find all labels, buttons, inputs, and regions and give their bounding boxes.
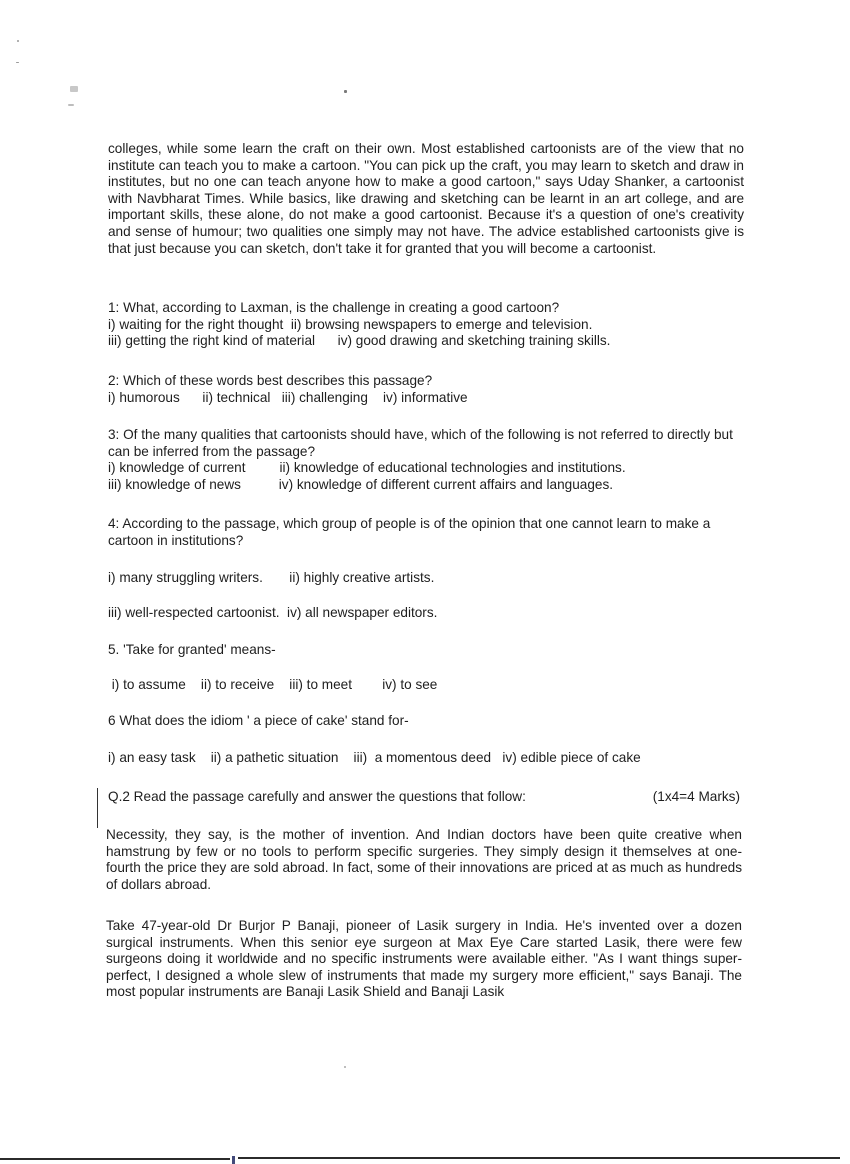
question-3-options-line-2: iii) knowledge of news iv) knowledge of different current affairs and languages. [108,476,614,492]
question-1 [108,300,744,350]
question-6-options-line: i) an easy task ii) a pathetic situation iii) a momentous deed iv) edible piece of cake [108,750,641,765]
question-4-options-line-2: iii) well-respected cartoonist. iv) all newspaper editors. [108,605,438,620]
question-5 [108,642,744,659]
section-2-title: Q.2 Read the passage carefully and answer the questions that follow: [108,789,526,804]
question-5-options-line: i) to assume ii) to receive iii) to meet iv) to see [108,677,438,692]
margin-bar [97,788,98,828]
scan-speck [344,90,347,93]
question-2-options: i) humorous ii) technical iii) challenging iv) informative [108,389,468,405]
scan-speck [70,86,78,92]
question-4-text: 4: According to the passage, which group of people is of the opinion that one cannot learn to make a cartoon in institutions? [108,516,711,548]
question-6-options [108,750,744,767]
question-1-text: 1: What, according to Laxman, is the challenge in creating a good cartoon? [108,300,560,315]
bottom-tick [232,1156,235,1164]
section-2-marks: (1x4=4 Marks) [652,789,740,804]
scan-speck [16,62,19,63]
scan-speck [344,1066,346,1068]
question-3 [108,427,744,493]
question-4-options-line-1: i) many struggling writers. ii) highly creative artists. [108,570,435,585]
passage-1 [108,141,744,257]
passage-2-paragraph-2 [106,918,742,1001]
bottom-rule-right [238,1157,840,1159]
passage-2-paragraph-1 [106,827,742,893]
question-2 [108,373,744,406]
question-4-options-1 [108,570,744,587]
question-6-text: 6 What does the idiom ' a piece of cake' stand for- [108,713,409,728]
scan-speck [17,40,19,42]
question-1-options-line-2: iii) getting the right kind of material iv) good drawing and sketching training skills. [108,333,611,349]
passage-2-paragraph-1-text: Necessity, they say, is the mother of invention. And Indian doctors have been quite creative when hamstrung by few or no tools to perform specific surgeries. They simply design it themselves at one-fourth the price they are sold abroad. In fact, some of their innovations are priced at as much as hundreds of dollars abroad. [106,827,742,892]
passage-2-paragraph-2-text: Take 47-year-old Dr Burjor P Banaji, pioneer of Lasik surgery in India. He's invented over a dozen surgical instruments. When this senior eye surgeon at Max Eye Care started Lasik, there were few surgeons doing it worldwide and no specific instruments were available either. "As I want things super-perfect, I designed a whole slew of instruments that made my surgery more efficient," says Banaji. The most popular instruments are Banaji Lasik Shield and Banaji Lasik [106,918,742,1000]
question-3-text: 3: Of the many qualities that cartoonists should have, which of the following is not referred to directly but can be inferred from the passage? [108,427,733,459]
section-2-heading [108,789,744,806]
bottom-rule-left [0,1158,230,1160]
question-4 [108,516,744,549]
question-1-options-line-1: i) waiting for the right thought ii) browsing newspapers to emerge and television. [108,316,593,332]
scan-speck [68,104,74,106]
question-6 [108,713,744,730]
question-3-options-line-1: i) knowledge of current ii) knowledge of educational technologies and institutions. [108,460,626,476]
question-5-options [108,677,744,694]
question-4-options-2 [108,605,744,622]
question-2-text: 2: Which of these words best describes this passage? [108,373,433,388]
question-5-text: 5. 'Take for granted' means- [108,642,276,657]
passage-1-text: colleges, while some learn the craft on their own. Most established cartoonists are of the view that no institute can teach you to make a cartoon. "You can pick up the craft, you may learn to sketch and draw in institutes, but no one can teach anyone how to make a good cartoon," says Uday Shanker, a cartoonist with Navbharat Times. While basics, like drawing and sketching can be learnt in an art college, and are important skills, these alone, do not make a good cartoonist. Because it's a question of one's creativity and sense of humour; two qualities one simply may not have. The advice established cartoonists give is that just because you can sketch, don't take it for granted that you will become a cartoonist. [108,141,744,256]
